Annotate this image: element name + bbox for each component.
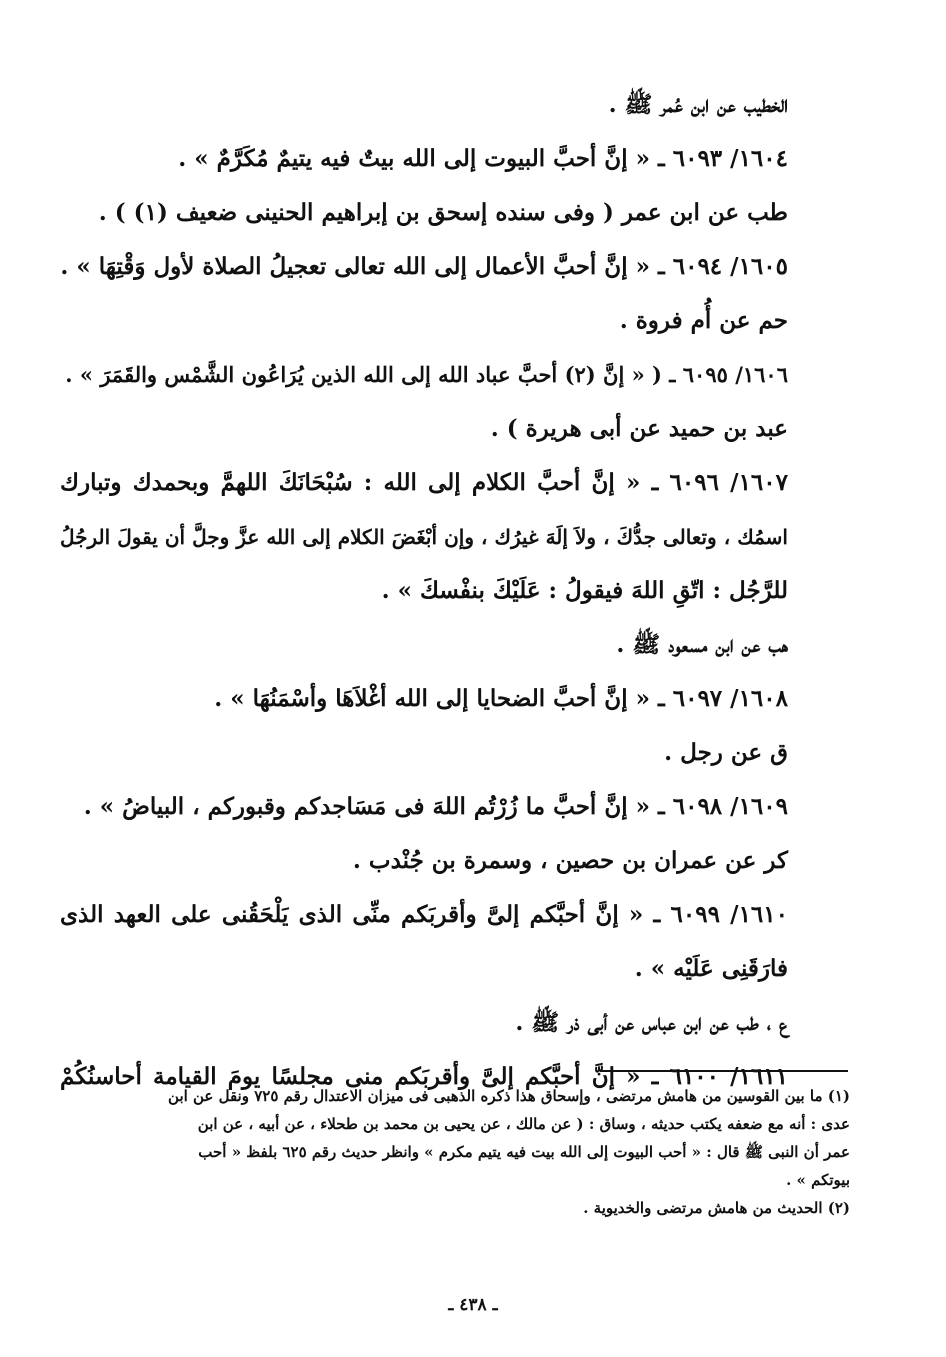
hadith-1611: ١٦١١/ ٦١٠٠ ـ « إنَّ أحبَّكم إلىَّ وأقربَكم منى مجلسًا يومَ القيامة أحاسنُكُمْ (60, 1063, 788, 1090)
source-line: كر عن عمران بن حصين ، وسمرة بن جُنْدب . (352, 847, 788, 874)
hadith-1607-end: للرَّجُل : اتّقِ اللهَ فيقولُ : عَلَيْكَ بنفْسكَ » . (381, 577, 788, 604)
hadith-1607-cont: اسمُك ، وتعالى جدُّكَ ، ولاَ إلَهَ غيرُك ، وإن أبْغَضَ الكلام إلى الله عزَّ وجلَّ أن يقولَ الرجُلُ (60, 525, 788, 549)
page-number: ـ ٤٣٨ ـ (448, 1295, 498, 1315)
source-line: الخطيب عن ابن عُمر ﷺ . (608, 91, 788, 118)
hadith-1610-end: فارَقَنِى عَلَيْه » . (634, 955, 788, 982)
footnote-1-end: بيوتكم » . (786, 1171, 850, 1189)
source-line: طب عن ابن عمر ( وفى سنده إسحق بن إبراهيم الحنينى ضعيف (١) ) . (98, 199, 788, 226)
source-line: ق عن رجل . (664, 739, 788, 766)
footnote-divider (600, 1070, 848, 1072)
footnote-1-cont: عدى : أنه مع ضعفه يكتب حديثه ، وساق : ( عن مالك ، عن يحيى بن محمد بن طحلاء ، عن أبيه ، عن ابن (197, 1115, 850, 1133)
hadith-1608: ١٦٠٨/ ٦٠٩٧ ـ « إنَّ أحبَّ الضحايا إلى الله أغْلاَهَا وأسْمَنُهَا » . (214, 685, 788, 712)
source-line: ع ، طب عن ابن عباس عن أبى ذر ﷺ . (515, 1009, 788, 1036)
footnote-1: (١) ما بين القوسين من هامش مرتضى ، وإسحاق هذا ذكره الذهبى فى ميزان الاعتدال رقم ٧٢٥ ونقل عن ابن (168, 1087, 850, 1105)
footnotes (90, 1082, 850, 1222)
hadith-1607: ١٦٠٧/ ٦٠٩٦ ـ « إنَّ أحبَّ الكلام إلى الله : سُبْحَانَكَ اللهمَّ وبحمدك وتبارك (60, 469, 788, 496)
source-line: عبد بن حميد عن أبى هريرة ) . (490, 415, 788, 442)
hadith-1604: ١٦٠٤/ ٦٠٩٣ ـ « إنَّ أحبَّ البيوت إلى الله بيتٌ فيه يتيمٌ مُكَرَّمٌ » . (178, 145, 788, 172)
hadith-1606: ١٦٠٦/ ٦٠٩٥ ـ ( « إنَّ (٢) أحبَّ عباد الله إلى الله الذين يُرَاعُون الشَّمْس والقَمَرَ » . (65, 362, 788, 387)
source-line: حم عن أُم فروة . (619, 307, 788, 334)
footnote-2: (٢) الحديث من هامش مرتضى والخديوية . (583, 1199, 850, 1217)
hadith-1605: ١٦٠٥/ ٦٠٩٤ ـ « إنَّ أحبَّ الأعمال إلى الله تعالى تعجيلُ الصلاة لأول وَقْتِهَا » . (60, 253, 788, 280)
hadith-1609: ١٦٠٩/ ٦٠٩٨ ـ « إنَّ أحبَّ ما زُرْتُم اللهَ فى مَسَاجدكم وقبوركم ، البياضُ » . (83, 793, 788, 820)
main-text (60, 78, 788, 1104)
hadith-1610: ١٦١٠/ ٦٠٩٩ ـ « إنَّ أحبَّكم إلىَّ وأقربَكم منِّى الذى يَلْحَقُنى على العهد الذى (60, 901, 788, 928)
source-line: هب عن ابن مسعود ﷺ . (616, 631, 788, 658)
footnote-1-cont: عمر أن النبى ﷺ قال : « أحب البيوت إلى الله بيت فيه يتيم مكرم » وانظر حديث رقم ٦٢٥ بلفظ « أحب (198, 1143, 850, 1161)
